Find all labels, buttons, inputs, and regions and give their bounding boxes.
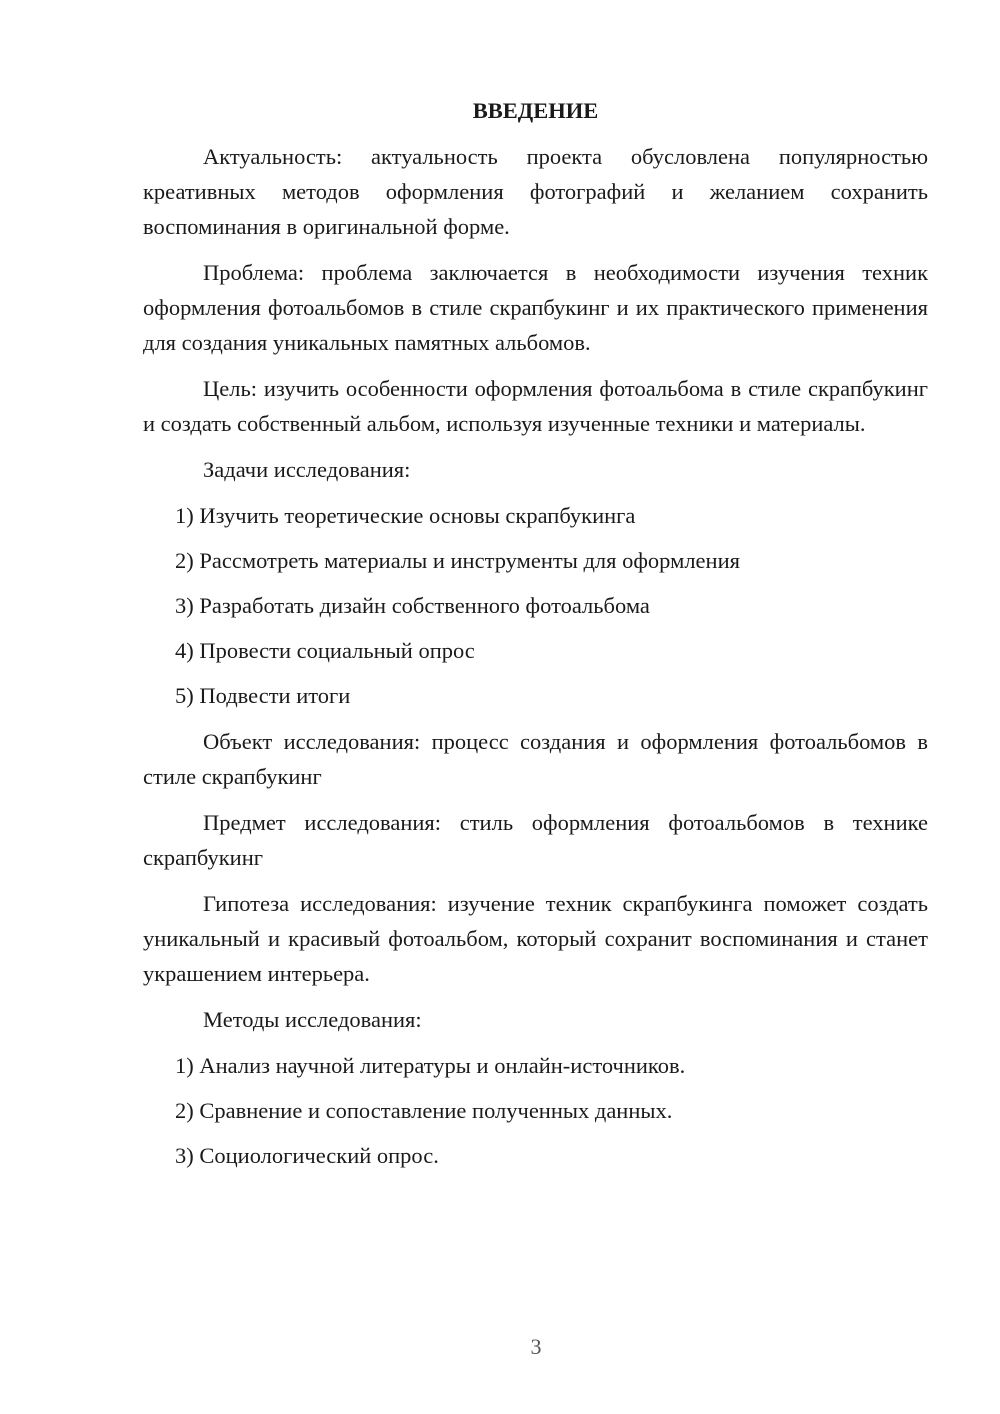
page-content — [143, 93, 928, 1183]
paragraph-problem: Проблема: проблема заключается в необходимости изучения техник оформления фотоальбомов в стиле скрапбукинг и их практического применения для создания уникальных памятных альбомов. — [143, 260, 928, 355]
tasks-list — [143, 498, 928, 713]
list-item: 2) Рассмотреть материалы и инструменты для оформления — [175, 548, 740, 573]
section-title: ВВЕДЕНИЕ — [472, 98, 599, 123]
paragraph-goal: Цель: изучить особенности оформления фотоальбома в стиле скрапбукинг и создать собственный альбом, используя изученные техники и материалы. — [143, 376, 928, 436]
list-item: 5) Подвести итоги — [175, 683, 351, 708]
list-item: 2) Сравнение и сопоставление полученных данных. — [175, 1098, 673, 1123]
tasks-heading: Задачи исследования: — [203, 457, 411, 482]
paragraph-hypothesis: Гипотеза исследования: изучение техник скрапбукинга поможет создать уникальный и красивый фотоальбом, который сохранит воспоминания и станет украшением интерьера. — [143, 891, 928, 986]
methods-heading: Методы исследования: — [203, 1007, 422, 1032]
paragraph-subject: Предмет исследования: стиль оформления фотоальбомов в технике скрапбукинг — [143, 810, 928, 870]
paragraph-object: Объект исследования: процесс создания и оформления фотоальбомов в стиле скрапбукинг — [143, 729, 928, 789]
list-item: 1) Изучить теоретические основы скрапбукинга — [175, 503, 636, 528]
list-item: 3) Разработать дизайн собственного фотоальбома — [175, 593, 650, 618]
list-item: 3) Социологический опрос. — [175, 1143, 439, 1168]
paragraph-relevance: Актуальность: актуальность проекта обусловлена популярностью креативных методов оформления фотографий и желанием сохранить воспоминания в оригинальной форме. — [143, 144, 928, 239]
list-item: 4) Провести социальный опрос — [175, 638, 475, 663]
page-number: 3 — [530, 1334, 542, 1359]
list-item: 1) Анализ научной литературы и онлайн-источников. — [175, 1053, 686, 1078]
methods-list — [143, 1048, 928, 1173]
